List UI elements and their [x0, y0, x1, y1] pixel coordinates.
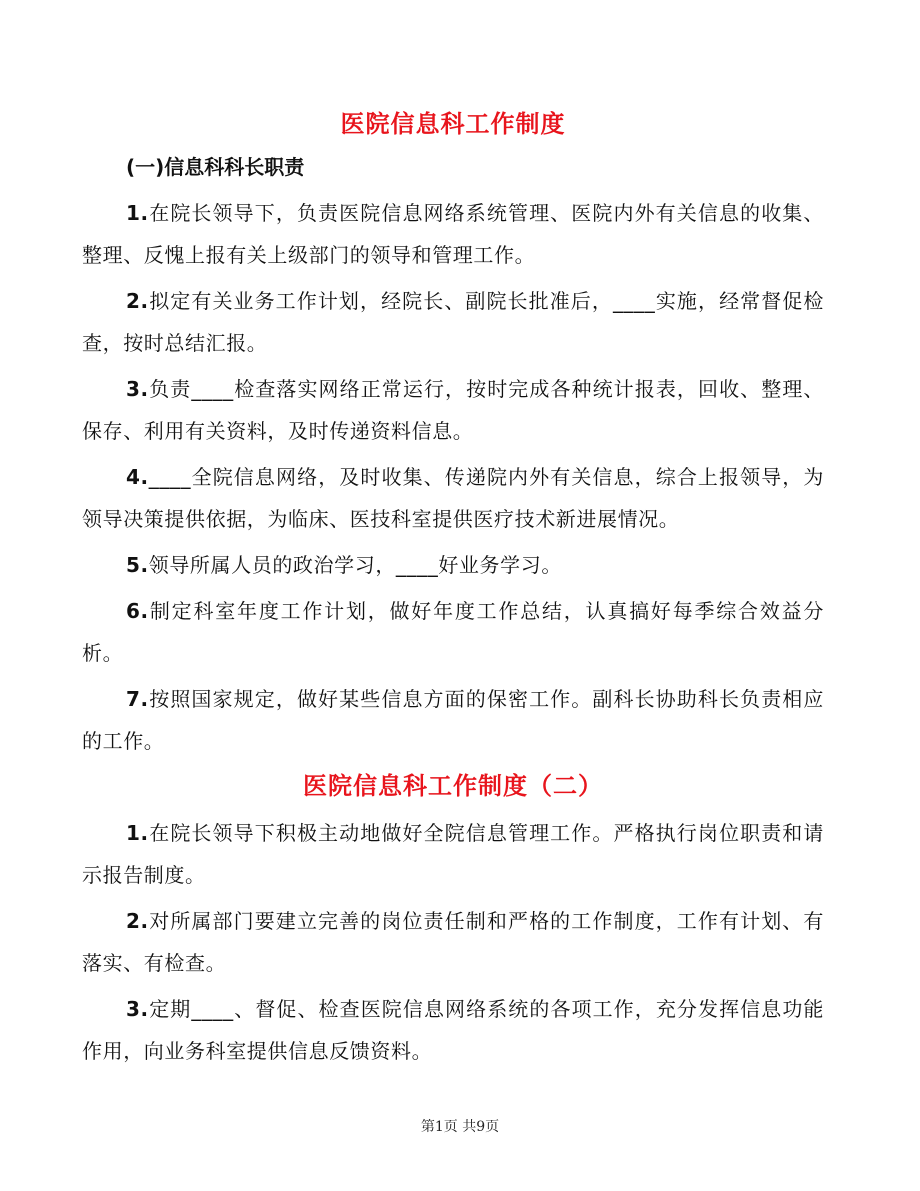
- document-title-second: 医院信息科工作制度（二）: [303, 772, 603, 800]
- item-number: 1.: [126, 821, 149, 845]
- item-number: 7.: [126, 687, 149, 711]
- item-number: 5.: [126, 553, 149, 577]
- duty-paragraph: [82, 456, 824, 540]
- item-number: 1.: [126, 201, 149, 225]
- section-heading-chief-duties: (一)信息科科长职责: [126, 155, 305, 179]
- page-footer: 第1页 共9页: [420, 1119, 500, 1135]
- duty-paragraph: [82, 368, 824, 452]
- item-number: 2.: [126, 289, 149, 313]
- item-text: 在院长领导下，负责医院信息网络系统管理、医院内外有关信息的收集、整理、反愧上报有关上级部门的领导和管理工作。: [82, 201, 824, 267]
- duty-paragraph: [82, 544, 824, 586]
- document-page: [82, 104, 824, 1076]
- item-text: 拟定有关业务工作计划，经院长、副院长批准后，____实施，经常督促检查，按时总结汇报。: [82, 289, 824, 355]
- item-number: 6.: [126, 599, 149, 623]
- duty-paragraph: [82, 192, 824, 276]
- item-text: 制定科室年度工作计划，做好年度工作总结，认真搞好每季综合效益分析。: [82, 599, 824, 665]
- document-title: 医院信息科工作制度: [340, 110, 566, 138]
- item-text: 定期____、督促、检查医院信息网络系统的各项工作，充分发挥信息功能作用，向业务科室提供信息反馈资料。: [82, 997, 824, 1063]
- item-text: ____全院信息网络，及时收集、传递院内外有关信息，综合上报领导，为领导决策提供依据，为临床、医技科室提供医疗技术新进展情况。: [82, 465, 824, 531]
- rule-paragraph: [82, 812, 824, 896]
- rule-paragraph: [82, 988, 824, 1072]
- item-text: 按照国家规定，做好某些信息方面的保密工作。副科长协助科长负责相应的工作。: [82, 687, 824, 753]
- duty-paragraph: [82, 280, 824, 364]
- rule-paragraph: [82, 900, 824, 984]
- item-number: 2.: [126, 909, 149, 933]
- item-number: 3.: [126, 377, 149, 401]
- item-text: 在院长领导下积极主动地做好全院信息管理工作。严格执行岗位职责和请示报告制度。: [82, 821, 824, 887]
- item-text: 负责____检查落实网络正常运行，按时完成各种统计报表，回收、整理、保存、利用有关资料，及时传递资料信息。: [82, 377, 824, 443]
- item-text: 领导所属人员的政治学习，____好业务学习。: [148, 553, 562, 577]
- item-number: 3.: [126, 997, 149, 1021]
- item-number: 4.: [126, 465, 149, 489]
- item-text: 对所属部门要建立完善的岗位责任制和严格的工作制度，工作有计划、有落实、有检查。: [82, 909, 824, 975]
- duty-paragraph: [82, 678, 824, 762]
- duty-paragraph: [82, 590, 824, 674]
